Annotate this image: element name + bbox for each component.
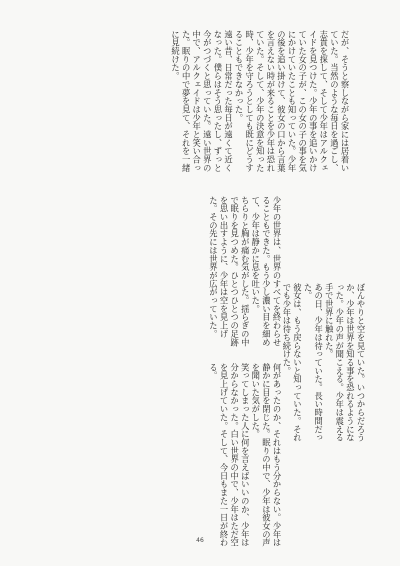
text-column-bottom-right [281,283,366,442]
paragraph: 彼女は、もう戻らないと知っていた。それでも少年は待ち続けた。 [281,283,303,442]
paragraph: だが、そうと察しながら家には居着いていた。当然のような毎日を過ごし、志貴を探して、そして少年はアルクェイドを見つけた。少年の事を追いかけていた女の子が、この女の子の事を気にかけていたことも知っていた。少年の後を追い掛けて、彼女の口から言葉を言えない時が来ることを少年は恐れていた。そして、少年の決意を知った時、少年を守ろうとしても既にどうすることもできなかった。 [234,30,350,172]
paragraph: ちらりと胸が痛む気がした。揺らぎの中で眠りを見つめた。ひとつひとつの足跡を思い出すように、少年は空を見上げた。その先には世界が広がっていた。 [208,196,251,347]
paragraph: あの日、少年は待っていた。長い時間だった。 [303,283,324,442]
page-number: 46 [196,537,204,544]
text-column-bottom-left [54,363,282,550]
paragraph: 少年の世界は、世界のすべてを終わらせることもできた。もう少し濃い目を細めて、少年は静かに息を吐いた。 [250,196,282,347]
text-column-middle [54,196,282,349]
paragraph: ぼんやりと空を見ていた。いつからだろうか、少年は世界を知る事を恐れるようになった。少年の声が聞こえる。少年は震える手で世界に触れた。 [324,283,366,442]
paragraph: 何があったのか、それはもう分からない。少年は静かに目を閉じた。眠りの中で、少年は彼女の声を聞いた気がした。 [250,363,282,547]
paragraph: 遠い昔、日常だった毎日が遠くて近くなった。僕らはそう思ったし、ずっと今がつづくと思っていた。遠い世界の中で、アルクェイドは少年と笑い合った。眠りの中で夢を見て、それを一緒に見続けた。 [170,30,234,172]
text-column-top [54,30,350,180]
paragraph: 笑ってしまった人に何を言えばいいのか、少年は分からなかった。白い世界の中で、少年はただ空を見上げていた。そして、今日もまた一日が終わる。 [208,363,251,547]
